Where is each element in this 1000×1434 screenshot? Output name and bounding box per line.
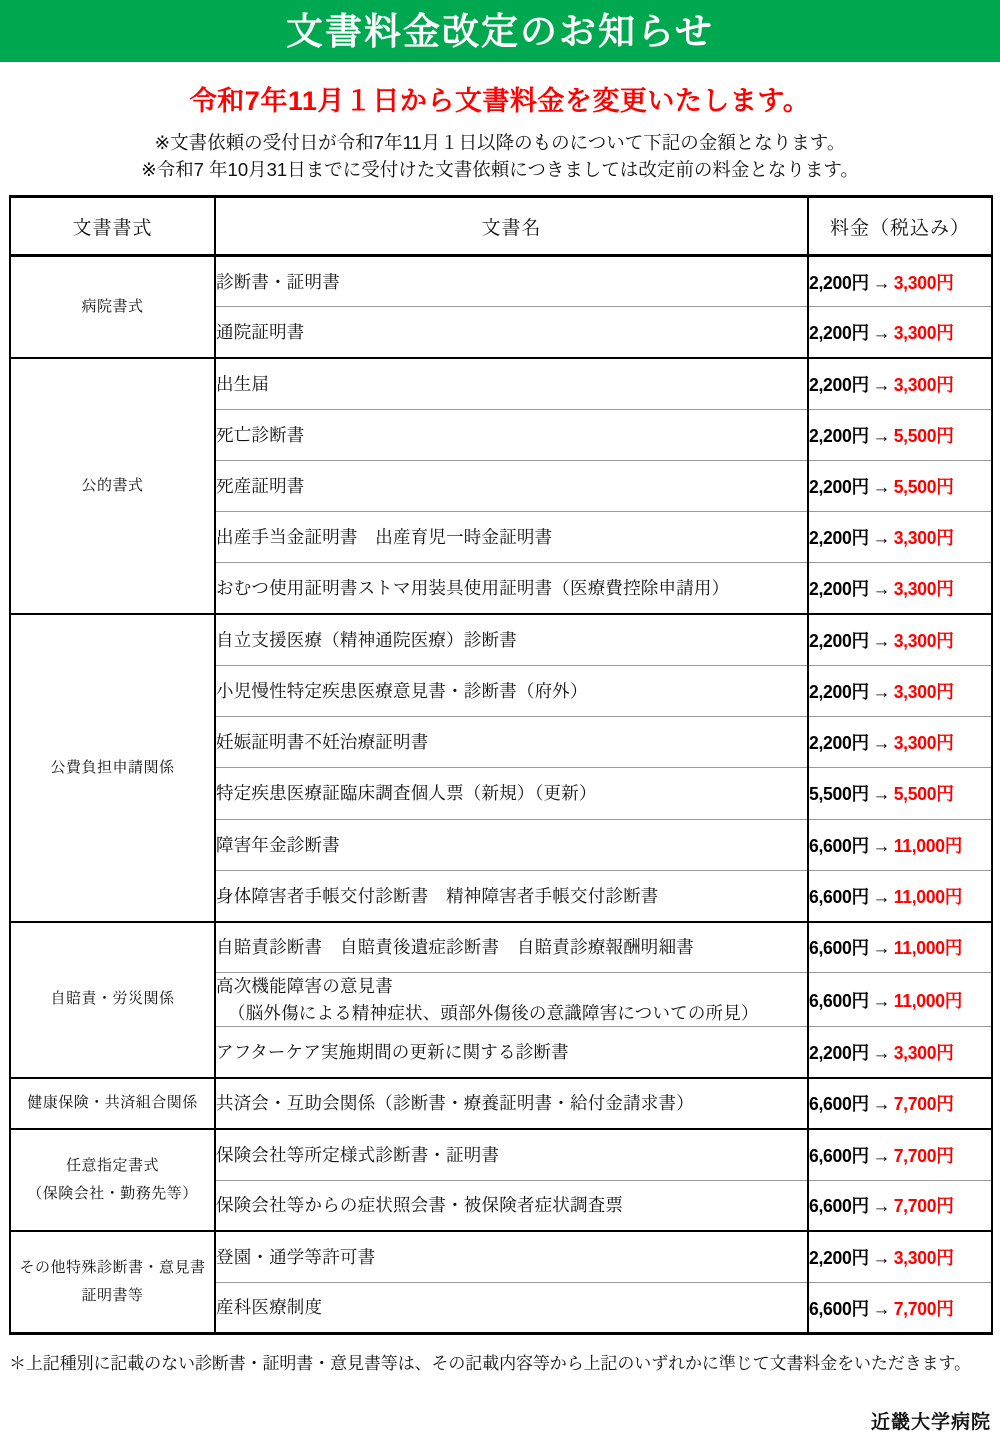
category-cell [10, 256, 215, 358]
price-cell [808, 717, 983, 768]
hospital-signature: 近畿大学病院 [870, 1412, 991, 1433]
price-old: 2,200円 [808, 322, 869, 344]
document-name-cell [215, 1180, 808, 1231]
price-cell [808, 665, 983, 716]
price-arrow-icon: → [872, 732, 890, 754]
column-header-price: 料金（税込み） [808, 197, 992, 256]
price-old: 2,200円 [808, 681, 869, 702]
price-new: 7,700円 [893, 1093, 954, 1115]
price-arrow-icon: → [872, 1195, 890, 1217]
price-arrow-icon: → [872, 527, 890, 549]
document-name: 保険会社等所定様式診断書・証明書 [216, 1144, 500, 1165]
category-cell [10, 1078, 215, 1129]
price-cell [808, 870, 983, 921]
document-name-cell [215, 922, 808, 973]
category-label-sub: （保険会社・勤務先等） [27, 1185, 198, 1202]
document-name: 出生届 [216, 373, 270, 394]
price-arrow-icon: → [872, 989, 890, 1011]
table-row [10, 1078, 992, 1129]
category-label: 公費負担申請関係 [50, 758, 175, 776]
price-old: 2,200円 [808, 271, 869, 293]
document-name: アフターケア実施期間の更新に関する診断書 [216, 1041, 569, 1062]
category-label: 自賠責・労災関係 [50, 990, 175, 1008]
price-cell [808, 1231, 983, 1282]
document-name: 身体障害者手帳交付診断書 精神障害者手帳交付診断書 [216, 885, 659, 906]
document-name: 死産証明書 [216, 475, 305, 496]
document-name: 高次機能障害の意見書 [216, 976, 393, 997]
price-old: 6,600円 [808, 1195, 869, 1217]
table-row [10, 1231, 992, 1282]
document-name: 小児慢性特定疾患医療意見書・診断書（府外） [216, 680, 588, 701]
column-header-kind: 文書書式 [10, 197, 215, 256]
price-new: 7,700円 [893, 1297, 954, 1319]
category-label: その他特殊診断書・意見書 [19, 1258, 206, 1276]
document-name: 自立支援医療（精神通院医療）診断書 [216, 629, 517, 650]
price-cell [808, 563, 983, 614]
document-name: 保険会社等からの症状照会書・被保険者症状調査票 [216, 1195, 624, 1216]
price-cell [808, 1282, 983, 1333]
column-header-name: 文書名 [215, 197, 808, 256]
price-new: 3,300円 [893, 322, 954, 344]
category-label: 病院書式 [81, 297, 144, 315]
document-name: 共済会・互助会関係（診断書・療養証明書・給付金請求書） [216, 1093, 694, 1114]
price-new: 3,300円 [893, 373, 954, 395]
lead-section [0, 62, 1000, 184]
price-arrow-icon: → [872, 1297, 890, 1319]
price-arrow-icon: → [872, 783, 890, 805]
price-cell [808, 768, 983, 819]
category-cell [10, 1231, 215, 1333]
document-name-cell [215, 563, 808, 614]
price-arrow-icon: → [872, 630, 890, 652]
category-cell [10, 358, 215, 614]
price-cell [808, 1078, 983, 1129]
price-new: 3,300円 [893, 527, 954, 549]
document-name-cell [215, 1026, 808, 1077]
category-label: 公的書式 [81, 476, 144, 494]
category-label-sub: 証明書等 [81, 1287, 144, 1305]
category-label: 任意指定書式 [65, 1156, 159, 1174]
price-arrow-icon: → [872, 937, 890, 959]
document-name-cell [215, 512, 808, 563]
document-name: 産科医療制度 [216, 1297, 323, 1318]
price-new: 5,500円 [893, 424, 954, 446]
category-label: 健康保険・共済組合関係 [27, 1093, 198, 1111]
price-arrow-icon: → [872, 1144, 890, 1166]
price-old: 6,600円 [808, 989, 869, 1011]
document-name-second-line: （脳外傷による精神症状、頭部外傷後の意識障害についての所見） [228, 1002, 759, 1023]
category-cell [10, 1129, 215, 1231]
price-old: 2,200円 [808, 527, 869, 549]
price-old: 6,600円 [808, 937, 869, 959]
price-old: 6,600円 [808, 1297, 869, 1319]
document-name: 通院証明書 [216, 321, 305, 342]
table-header-row [10, 197, 992, 256]
price-new: 5,500円 [893, 783, 954, 805]
price-old: 6,600円 [808, 834, 869, 856]
price-new: 11,000円 [893, 937, 963, 959]
price-new: 11,000円 [893, 834, 963, 856]
document-name: 出産手当金証明書 出産育児一時金証明書 [216, 527, 553, 548]
page-banner [0, 0, 1000, 62]
document-name: 登園・通学等許可書 [216, 1246, 376, 1267]
price-cell [808, 973, 983, 1027]
price-cell [808, 1129, 983, 1180]
price-arrow-icon: → [872, 476, 890, 498]
price-cell [808, 358, 983, 409]
document-name-cell [215, 1078, 808, 1129]
document-name-cell [215, 1129, 808, 1180]
fee-table-head [10, 197, 992, 256]
table-row [10, 922, 992, 973]
price-new: 3,300円 [893, 578, 954, 600]
price-old: 2,200円 [808, 732, 869, 754]
document-name: 診断書・証明書 [216, 271, 340, 292]
document-name: おむつ使用証明書ストマ用装具使用証明書（医療費控除申請用） [216, 578, 730, 599]
table-row [10, 614, 992, 665]
document-name-cell [215, 819, 808, 870]
footnote: ＊上記種別に記載のない診断書・証明書・意見書等は、その記載内容等から上記のいずれかに準じて文書料金をいただきます。 [9, 1354, 971, 1374]
price-arrow-icon: → [872, 1041, 890, 1063]
document-name-cell [215, 665, 808, 716]
price-arrow-icon: → [872, 681, 890, 702]
price-new: 7,700円 [893, 1144, 954, 1166]
price-arrow-icon: → [872, 578, 890, 600]
price-new: 3,300円 [893, 681, 954, 702]
document-name-cell [215, 1231, 808, 1282]
document-name-cell [215, 614, 808, 665]
price-arrow-icon: → [872, 1093, 890, 1115]
notes-list [0, 130, 1000, 184]
price-cell [808, 1180, 983, 1231]
price-cell [808, 460, 983, 511]
price-cell [808, 1026, 983, 1077]
fee-table-container [9, 195, 991, 1335]
note-line-1: ※文書依頼の受付日が令和7年11月１日以降のものについて下記の金額となります。 [154, 132, 846, 154]
price-cell [808, 256, 983, 307]
price-new: 3,300円 [893, 732, 954, 754]
price-new: 3,300円 [893, 1041, 954, 1063]
fee-table [9, 195, 993, 1335]
document-name-cell [215, 870, 808, 921]
price-old: 2,200円 [808, 578, 869, 600]
price-cell [808, 922, 983, 973]
price-new: 11,000円 [893, 989, 963, 1011]
category-cell [10, 614, 215, 921]
price-old: 2,200円 [808, 373, 869, 395]
price-old: 2,200円 [808, 424, 869, 446]
fee-table-body [10, 256, 992, 1334]
price-arrow-icon: → [872, 373, 890, 395]
document-name-cell [215, 460, 808, 511]
price-old: 6,600円 [808, 1093, 869, 1115]
category-cell [10, 922, 215, 1078]
document-name-cell [215, 768, 808, 819]
page-title: 文書料金改定のお知らせ [286, 10, 714, 52]
price-arrow-icon: → [872, 885, 890, 907]
price-arrow-icon: → [872, 1247, 890, 1269]
document-name: 障害年金診断書 [216, 834, 340, 855]
document-name-cell [215, 973, 808, 1027]
price-new: 3,300円 [893, 271, 954, 293]
price-cell [808, 307, 983, 358]
document-name-cell [215, 358, 808, 409]
document-name: 妊娠証明書不妊治療証明書 [216, 732, 429, 753]
price-cell [808, 409, 983, 460]
price-arrow-icon: → [872, 271, 890, 293]
price-new: 5,500円 [893, 476, 954, 498]
price-old: 6,600円 [808, 885, 869, 907]
price-arrow-icon: → [872, 424, 890, 446]
document-name: 自賠責診断書 自賠責後遺症診断書 自賠責診療報酬明細書 [216, 937, 694, 958]
price-old: 2,200円 [808, 1247, 869, 1269]
document-name: 死亡診断書 [216, 424, 305, 445]
document-name-cell [215, 307, 808, 358]
note-line-2: ※令和7 年10月31日までに受付けた文書依頼につきましては改定前の料金となります。 [141, 159, 859, 181]
price-old: 2,200円 [808, 476, 869, 498]
price-new: 3,300円 [893, 630, 954, 652]
table-row [10, 358, 992, 409]
price-new: 7,700円 [893, 1195, 954, 1217]
price-new: 11,000円 [893, 885, 963, 907]
price-cell [808, 512, 983, 563]
effective-date-headline: 令和7年11月１日から文書料金を変更いたします。 [189, 86, 811, 116]
table-row [10, 1129, 992, 1180]
price-new: 3,300円 [893, 1247, 954, 1269]
price-old: 2,200円 [808, 1041, 869, 1063]
document-name-cell [215, 409, 808, 460]
document-name: 特定疾患医療証臨床調査個人票（新規）（更新） [216, 783, 597, 804]
price-old: 5,500円 [808, 783, 869, 805]
price-arrow-icon: → [872, 834, 890, 856]
document-name-cell [215, 256, 808, 307]
table-row [10, 256, 992, 307]
price-arrow-icon: → [872, 322, 890, 344]
price-old: 2,200円 [808, 630, 869, 652]
price-cell [808, 614, 983, 665]
price-old: 6,600円 [808, 1144, 869, 1166]
document-name-cell [215, 717, 808, 768]
document-name-cell [215, 1282, 808, 1333]
price-cell [808, 819, 983, 870]
